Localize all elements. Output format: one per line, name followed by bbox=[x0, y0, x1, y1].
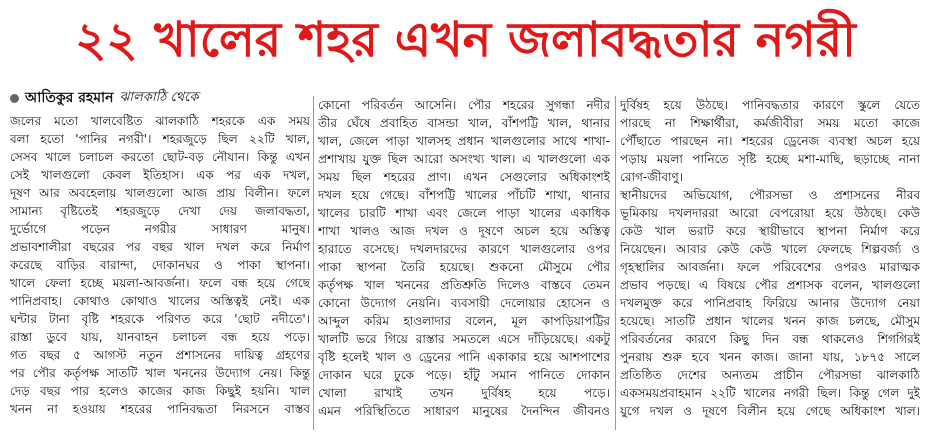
article-column-3 bbox=[620, 96, 920, 430]
text-line: দোকান ঘরে ঢুকে পড়ে। হাঁটু সমান পানিতে দোকান bbox=[318, 368, 610, 382]
text-line: সময় ছিল শহরের প্রাণ। এখন সেগুলোর অধিকাংশই bbox=[318, 170, 610, 184]
bullet-icon bbox=[10, 94, 19, 103]
text-line: খালে ফেলা হচ্ছে ময়লা-আবর্জনা। ফলে বন্ধ হয়ে গেছে bbox=[10, 276, 310, 290]
text-line: পাকা স্থাপনা তৈরি হয়েছে। শুকনো মৌসুমে পৌর bbox=[318, 260, 610, 274]
text-line: পুনরায় শুরু হবে খনন কাজ। জানা যায়, ১৮৭৫ সালে bbox=[620, 350, 920, 364]
text-line: তীর ঘেঁষে প্রবাহিত বাসন্ডা খাল, বাঁশপট্টি খাল, থানার bbox=[318, 116, 610, 130]
text-line: দুর্ভোগে পড়েন নগরীর সাধারণ মানুষ। bbox=[10, 222, 310, 236]
text-line: দূষণ আর অবহেলায় খালগুলো আজ প্রায় বিলীন। ফলে bbox=[10, 186, 310, 200]
text-line: পারছে না শিক্ষার্থীরা, কর্মজীবীরা সময় মতো কাজে bbox=[620, 116, 920, 130]
text-line: পর পৌর কর্তৃপক্ষ সাতটি খাল খননের উদ্যোগ নেয়। কিন্তু bbox=[10, 366, 310, 380]
text-line: এমন পরিস্থিতিতে সাধারণ মানুষের দৈনন্দিন জীবনও bbox=[318, 404, 610, 418]
text-line: খনন না হওয়ায় শহরের পানিবদ্ধতা নিরসনে বাস্তব bbox=[10, 402, 310, 416]
column-divider bbox=[313, 96, 314, 430]
byline bbox=[10, 88, 310, 108]
text-line: দেড় বছর পার হলেও কাজের কাজ কিছুই হয়নি। খাল bbox=[10, 384, 310, 398]
text-line: দখল হয়ে গেছে। বাঁশপট্টি খালের পাঁচটি শাখা, থানার bbox=[318, 188, 610, 202]
text-line: গৃহস্থালির আবর্জনা। ফলে পরিবেশের ওপরও মারাত্মক bbox=[620, 260, 920, 274]
text-line: গত বছর ৫ আগস্ট নতুন প্রশাসনের দায়িত্ব গ্রহণের bbox=[10, 348, 310, 362]
text-line: দখলমুক্ত করে পানিপ্রবাহ ফিরিয়ে আনার উদ্যোগ নেয়া bbox=[620, 296, 920, 310]
byline-place: ঝালকাঠি থেকে bbox=[119, 89, 199, 105]
text-line: পানিপ্রবাহ। কোথাও কোথাও খালের অস্তিত্বই নেই। এক bbox=[10, 294, 310, 308]
text-line: একসময়প্রবাহমান ২২টি খালের নগরী ছিল। কিন্তু গেল দুই bbox=[620, 386, 920, 400]
text-line: স্থানীয়দের অভিযোগ, পৌরসভা ও প্রশাসনের নীরব bbox=[620, 188, 920, 202]
text-line: কর্তৃপক্ষ খাল খননের প্রতিশ্রুতি দিলেও বাস্তবে তেমন bbox=[318, 278, 610, 292]
text-line: হয়েছে। সাতটি প্রধান খালের খনন কাজ চলছে, মৌসুম bbox=[620, 314, 920, 328]
text-line: সেসব খালে চলাচল করতো ছোট-বড় নৌযান। কিন্তু এখন bbox=[10, 150, 310, 164]
text-line: দুর্বিষহ হয়ে উঠছে। পানিবদ্ধতার কারণে স্কুলে যেতে bbox=[620, 98, 920, 112]
column-divider bbox=[615, 96, 616, 430]
text-line: হারাতে বসেছে। দখলদারদের কারণে খালগুলোর ওপর bbox=[318, 242, 610, 256]
text-line: বলা হতো 'পানির নগরী'। শহরজুড়ে ছিল ২২টি খাল, bbox=[10, 132, 310, 146]
text-line: কেউ খাল ভরাট করে স্থায়ীভাবে স্থাপনা নির্মাণ করে bbox=[620, 224, 920, 238]
text-line: খালের চারটি শাখা এবং জেলে পাড়া খালের একাধিক bbox=[318, 206, 610, 220]
byline-author: আতিকুর রহমান bbox=[25, 90, 114, 106]
text-line: পড়ায় ময়লা পানিতে সৃষ্টি হচ্ছে মশা-মাছি, ছড়াচ্ছে নানা bbox=[620, 152, 920, 166]
headline: ২২ খালের শহর এখন জলাবদ্ধতার নগরী bbox=[75, 11, 856, 68]
text-line: খোলা রাখাই তখন দুর্বিষহ হয়ে পড়ে। bbox=[318, 386, 610, 400]
text-line: বৃষ্টি হলেই খাল ও ড্রেনের পানি একাকার হয়ে আশপাশের bbox=[318, 350, 610, 364]
article-column-2 bbox=[318, 96, 610, 430]
text-line: রাস্তা ডুবে যায়, যানবাহন চলাচল বন্ধ হয়ে পড়ে। bbox=[10, 330, 310, 344]
text-line: আব্দুল করিম হাওলাদার বলেন, মূল কাপড়িয়াপট্টির bbox=[318, 314, 610, 328]
text-line: কোনো উদ্যোগ নেয়নি। ব্যবসায়ী দেলোয়ার হোসেন ও bbox=[318, 296, 610, 310]
text-line: খালটি ভরে গিয়ে রাস্তার সমতলে এসে দাঁড়িয়েছে। একটু bbox=[318, 332, 610, 346]
article-column-1 bbox=[10, 112, 310, 430]
text-line: প্রতিষ্ঠিত দেশের অন্যতম প্রাচীন পৌরসভা ঝালকাঠি bbox=[620, 368, 920, 382]
text-line: শাখা খালও আজ দখল ও দূষণে অচল হয়ে অস্তিত্ব bbox=[318, 224, 610, 238]
text-line: কোনো পরিবর্তন আসেনি। পৌর শহরের সুগন্ধা নদীর bbox=[318, 98, 610, 112]
text-line: নিয়েছেন। আবার কেউ কেউ খালে ফেলছে শিল্পবর্জ্য ও bbox=[620, 242, 920, 256]
text-line: করেছে বাড়ির বারান্দা, দোকানঘর ও পাকা স্থাপনা। bbox=[10, 258, 310, 272]
text-line: জলের মতো খালবেষ্টিত ঝালকাঠি শহরকে এক সময় bbox=[10, 114, 310, 128]
text-line: সেই খালগুলো কেবল ইতিহাস। এক পর এক দখল, bbox=[10, 168, 310, 182]
text-line: খাল, জেলে পাড়া খালসহ প্রধান খালগুলোর সাথে শাখা- bbox=[318, 134, 610, 148]
text-line: পৌঁছাতে পারছেন না। শহরের ড্রেনেজ ব্যবস্থা অচল হয়ে bbox=[620, 134, 920, 148]
text-line: ঘন্টার টানা বৃষ্টি শহরকে পরিণত করে 'ছোট নদীতে'। bbox=[10, 312, 310, 326]
text-line: প্রভাবশালীরা বছরের পর বছর খাল দখল করে নির্মাণ bbox=[10, 240, 310, 254]
text-line: প্রশাখায় যুক্ত ছিল আরো অসংখ্য খাল। এ খালগুলো এক bbox=[318, 152, 610, 166]
text-line: পরিবর্তনের কারণে কিছু দিন বন্ধ থাকলেও শিগগিরই bbox=[620, 332, 920, 346]
text-line: সামান্য বৃষ্টিতেই শহরজুড়ে দেখা দেয় জলাবদ্ধতা, bbox=[10, 204, 310, 218]
text-line: যুগে দখল ও দূষণে বিলীন হয়ে গেছে অধিকাংশ খাল। bbox=[620, 404, 920, 418]
text-line: প্রভাব পড়ছে। এ বিষয়ে পৌর প্রশাসক বলেন, খালগুলো bbox=[620, 278, 920, 292]
text-line: রোগ-জীবাণু। bbox=[620, 170, 684, 184]
text-line: ভূমিকায় দখলদাররা আরো বেপরোয়া হয়ে উঠছে। কেউ bbox=[620, 206, 920, 220]
